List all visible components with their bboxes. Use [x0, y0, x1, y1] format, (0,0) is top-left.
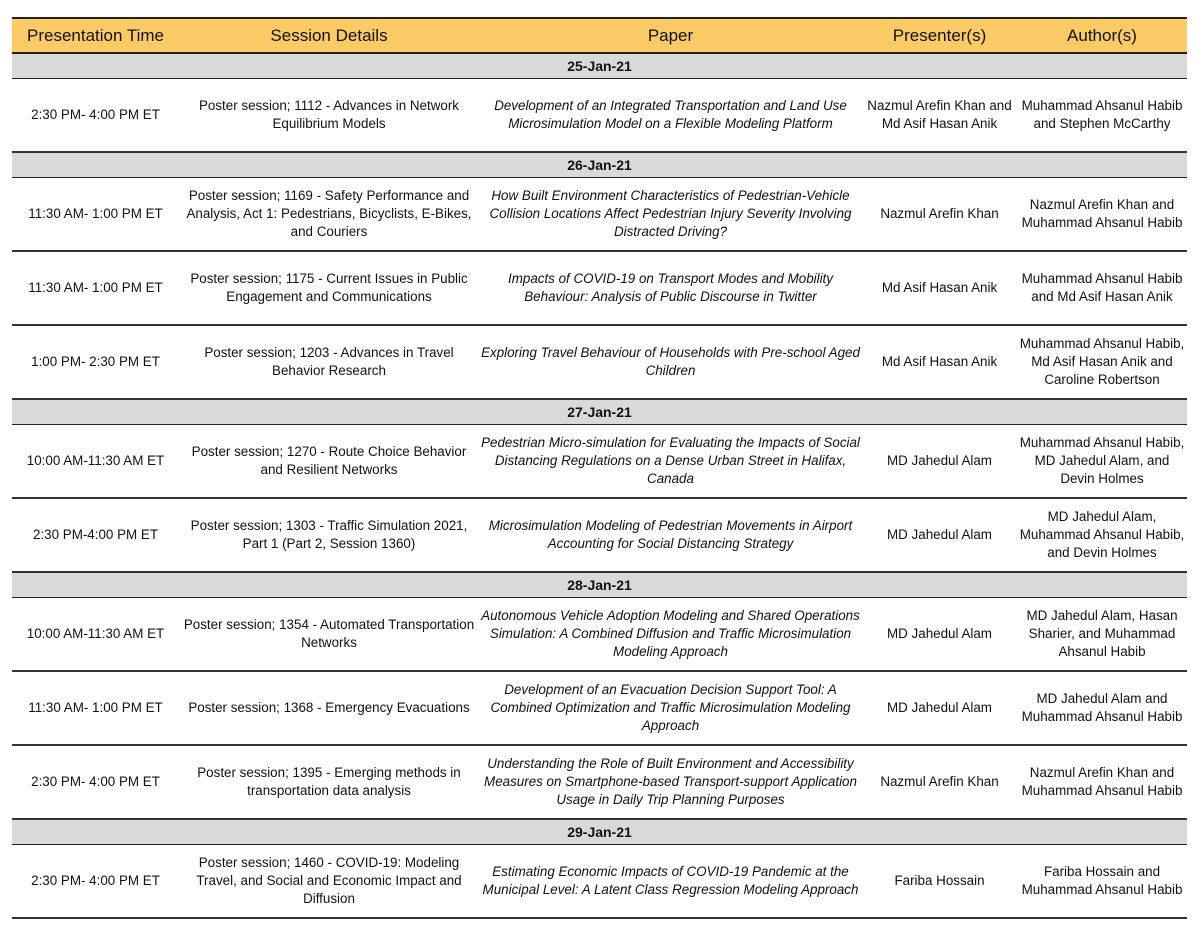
authors-cell: MD Jahedul Alam, Hasan Sharier, and Muhammad Ahsanul Habib [1017, 598, 1187, 672]
presenters-cell: Nazmul Arefin Khan and Md Asif Hasan Anik [862, 79, 1017, 153]
session-cell: Poster session; 1112 - Advances in Network Equilibrium Models [179, 79, 479, 153]
time-cell: 11:30 AM- 1:00 PM ET [12, 251, 179, 325]
date-label: 29-Jan-21 [12, 819, 1187, 845]
presenters-cell: MD Jahedul Alam [862, 598, 1017, 672]
paper-cell: Impacts of COVID-19 on Transport Modes and Mobility Behaviour: Analysis of Public Discourse in Twitter [479, 251, 862, 325]
date-row [12, 152, 1187, 178]
table-row [12, 251, 1187, 325]
session-cell: Poster session; 1303 - Traffic Simulation 2021, Part 1 (Part 2, Session 1360) [179, 498, 479, 572]
authors-cell: Nazmul Arefin Khan and Muhammad Ahsanul Habib [1017, 178, 1187, 252]
header-paper: Paper [479, 18, 862, 53]
session-cell: Poster session; 1270 - Route Choice Behavior and Resilient Networks [179, 425, 479, 499]
table-row [12, 325, 1187, 399]
presenters-cell: Fariba Hossain [862, 845, 1017, 919]
time-cell: 2:30 PM-4:00 PM ET [12, 498, 179, 572]
time-cell: 10:00 AM-11:30 AM ET [12, 598, 179, 672]
schedule-table [12, 17, 1187, 919]
presenters-cell: Nazmul Arefin Khan [862, 178, 1017, 252]
authors-cell: Muhammad Ahsanul Habib and Md Asif Hasan Anik [1017, 251, 1187, 325]
paper-cell: Exploring Travel Behaviour of Households with Pre-school Aged Children [479, 325, 862, 399]
time-cell: 2:30 PM- 4:00 PM ET [12, 745, 179, 819]
paper-cell: Autonomous Vehicle Adoption Modeling and Shared Operations Simulation: A Combined Diffusion and Traffic Microsimulation Modeling Approach [479, 598, 862, 672]
authors-cell: MD Jahedul Alam and Muhammad Ahsanul Habib [1017, 671, 1187, 745]
paper-cell: Pedestrian Micro-simulation for Evaluating the Impacts of Social Distancing Regulations on a Dense Urban Street in Halifax, Canada [479, 425, 862, 499]
date-row [12, 53, 1187, 79]
header-authors: Author(s) [1017, 18, 1187, 53]
header-row [12, 18, 1187, 53]
session-cell: Poster session; 1395 - Emerging methods in transportation data analysis [179, 745, 479, 819]
date-label: 25-Jan-21 [12, 53, 1187, 79]
time-cell: 10:00 AM-11:30 AM ET [12, 425, 179, 499]
authors-cell: Muhammad Ahsanul Habib, MD Jahedul Alam, and Devin Holmes [1017, 425, 1187, 499]
paper-cell: Understanding the Role of Built Environment and Accessibility Measures on Smartphone-based Transport-support Application Usage in Daily Trip Planning Purposes [479, 745, 862, 819]
table-row [12, 845, 1187, 919]
presenters-cell: Nazmul Arefin Khan [862, 745, 1017, 819]
presenters-cell: MD Jahedul Alam [862, 425, 1017, 499]
date-row [12, 399, 1187, 425]
session-cell: Poster session; 1175 - Current Issues in Public Engagement and Communications [179, 251, 479, 325]
date-row [12, 819, 1187, 845]
paper-cell: Development of an Evacuation Decision Support Tool: A Combined Optimization and Traffic Microsimulation Modeling Approach [479, 671, 862, 745]
time-cell: 2:30 PM- 4:00 PM ET [12, 79, 179, 153]
table-row [12, 178, 1187, 252]
time-cell: 11:30 AM- 1:00 PM ET [12, 178, 179, 252]
paper-cell: Microsimulation Modeling of Pedestrian Movements in Airport Accounting for Social Distancing Strategy [479, 498, 862, 572]
date-label: 26-Jan-21 [12, 152, 1187, 178]
presenters-cell: Md Asif Hasan Anik [862, 251, 1017, 325]
paper-cell: Estimating Economic Impacts of COVID-19 Pandemic at the Municipal Level: A Latent Class Regression Modeling Approach [479, 845, 862, 919]
table-row [12, 79, 1187, 153]
header-presenters: Presenter(s) [862, 18, 1017, 53]
paper-cell: How Built Environment Characteristics of Pedestrian-Vehicle Collision Locations Affect Pedestrian Injury Severity Involving Distracted Driving? [479, 178, 862, 252]
table-row [12, 671, 1187, 745]
authors-cell: Muhammad Ahsanul Habib and Stephen McCarthy [1017, 79, 1187, 153]
time-cell: 11:30 AM- 1:00 PM ET [12, 671, 179, 745]
date-label: 27-Jan-21 [12, 399, 1187, 425]
table-row [12, 425, 1187, 499]
session-cell: Poster session; 1368 - Emergency Evacuations [179, 671, 479, 745]
session-cell: Poster session; 1460 - COVID-19: Modeling Travel, and Social and Economic Impact and Diffusion [179, 845, 479, 919]
time-cell: 1:00 PM- 2:30 PM ET [12, 325, 179, 399]
date-label: 28-Jan-21 [12, 572, 1187, 598]
authors-cell: Muhammad Ahsanul Habib, Md Asif Hasan Anik and Caroline Robertson [1017, 325, 1187, 399]
table-row [12, 745, 1187, 819]
authors-cell: Nazmul Arefin Khan and Muhammad Ahsanul Habib [1017, 745, 1187, 819]
presenters-cell: Md Asif Hasan Anik [862, 325, 1017, 399]
time-cell: 2:30 PM- 4:00 PM ET [12, 845, 179, 919]
authors-cell: Fariba Hossain and Muhammad Ahsanul Habib [1017, 845, 1187, 919]
session-cell: Poster session; 1203 - Advances in Travel Behavior Research [179, 325, 479, 399]
header-session: Session Details [179, 18, 479, 53]
header-time: Presentation Time [12, 18, 179, 53]
table-row [12, 498, 1187, 572]
table-row [12, 598, 1187, 672]
date-row [12, 572, 1187, 598]
presenters-cell: MD Jahedul Alam [862, 498, 1017, 572]
authors-cell: MD Jahedul Alam, Muhammad Ahsanul Habib, and Devin Holmes [1017, 498, 1187, 572]
presenters-cell: MD Jahedul Alam [862, 671, 1017, 745]
paper-cell: Development of an Integrated Transportation and Land Use Microsimulation Model on a Flexible Modeling Platform [479, 79, 862, 153]
session-cell: Poster session; 1354 - Automated Transportation Networks [179, 598, 479, 672]
session-cell: Poster session; 1169 - Safety Performance and Analysis, Act 1: Pedestrians, Bicyclists, E-Bikes, and Couriers [179, 178, 479, 252]
